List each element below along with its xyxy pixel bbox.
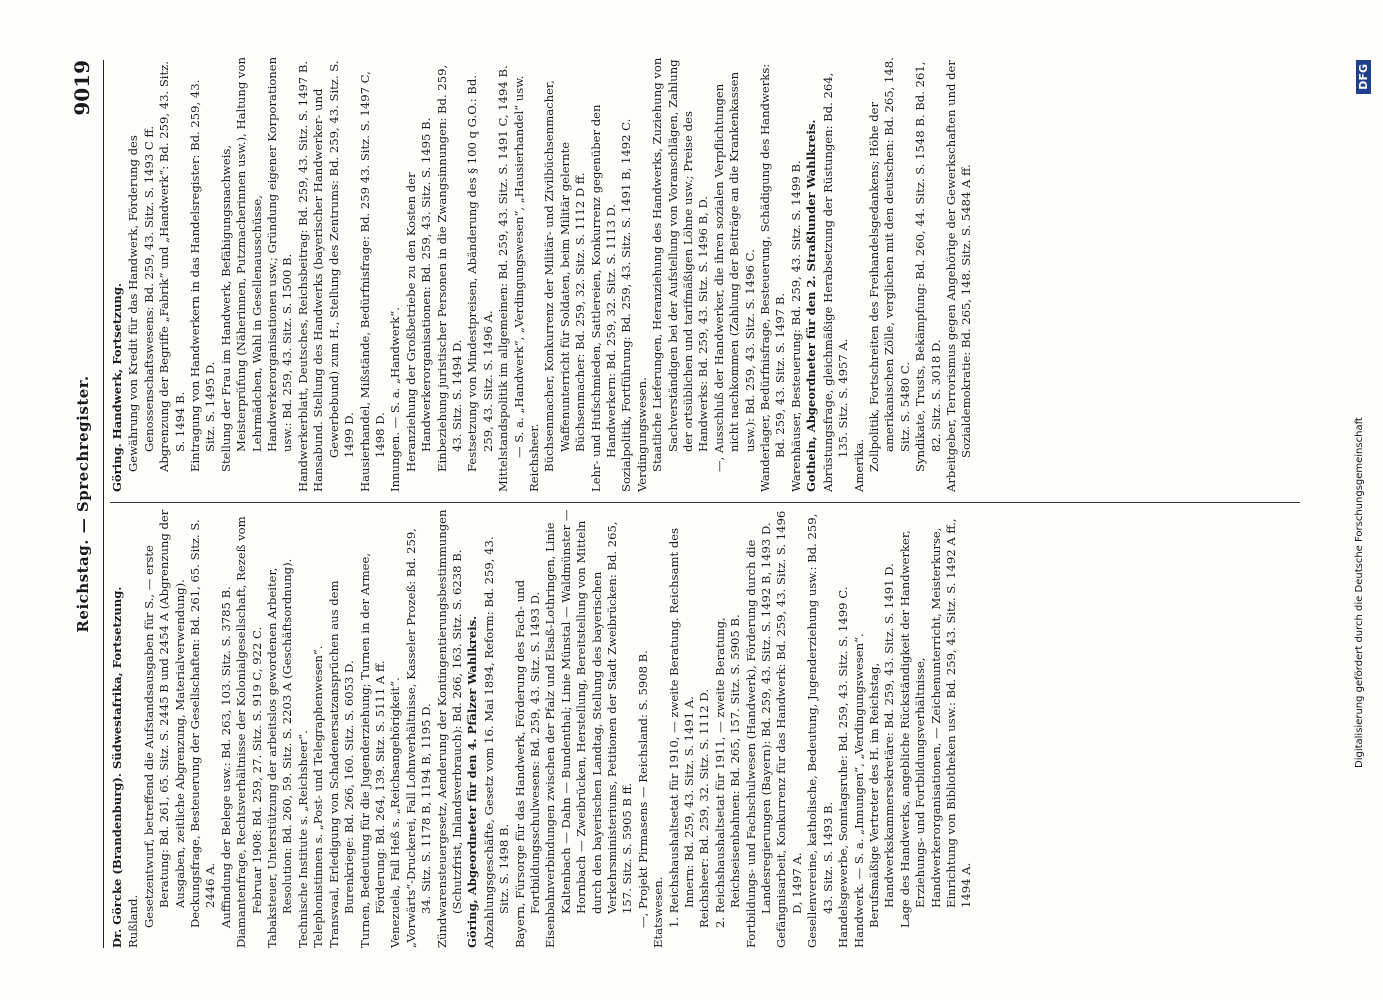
index-entry: Handwerk. — S. a. „Innungen“, „Verdingungswesen“. (851, 633, 866, 948)
index-entry: Berufsmäßige Vertreter des H. im Reichstag, Handwerkskammersekretäre: Bd. 259, 43. Sitz. S. 1491 D. (866, 563, 897, 928)
running-head: Reichstag. — Sprechregister. (74, 375, 92, 633)
index-entry: Rußland. (126, 894, 141, 948)
index-entry: Stellung der Frau im Handwerk, Befähigungsnachweis, Meisterprüfung (Näherinnen, Putzmacherinnen usw.), Haltung von Lehrmädchen, Wahl in Gesellenausschüsse, Handwerkerorganisationen usw.; Gründung eigener Korporationen usw.: Bd. 259, 43. Sitz. S. 1500 B. (218, 56, 295, 472)
index-entry: Gothein, Abgeordneter für den 2. Straßlunder Wahlkreis. (804, 119, 819, 492)
index-entry: —, Projekt Pirmasens — Reichsland: S. 5908 B. (635, 650, 650, 928)
index-entry: Göring. Handwerk, Fortsetzung. (110, 283, 124, 492)
index-entry: 2. Reichshaushaltsetat für 1911, — zweite Beratung, Reichseisenbahnen: Bd. 265, 157. Sitz. S. 5905 B. (712, 614, 743, 928)
index-entry: Tabaksteuer, Unterstützung der arbeitslos gewordenen Arbeiter, Resolution: Bd. 260, 59. Sitz. S. 2203 A (Geschäftsordnung). (265, 558, 295, 948)
index-entry: Auffindung der Belege usw.: Bd. 263, 103. Sitz. S. 3785 B. (218, 586, 233, 928)
page-number: 9019 (70, 60, 94, 116)
index-entry: Technische Institute s. „Reichsheer“. (295, 730, 310, 948)
index-entry: Lage des Handwerks, angebliche Rückständigkeit der Handwerker, Erziehungs- und Fortbildungsverhältnisse, Handwerkerorganisationen, — Zeichenunterricht, Meisterkurse, Einrichtung von Bibliotheken usw.: Bd. 259, 43. Sitz. S. 1492 A ff., 1494 A. (897, 518, 974, 928)
index-entry: Verdingungswesen. (634, 377, 649, 492)
index-entry: Fortbildungs- und Fachschulwesen (Handwerk), Förderung durch die Landesregierungen (Bayern): Bd. 259, 43. Sitz. S. 1492 B, 1493 D. (743, 522, 774, 948)
index-entry: Deckungsfrage, Besteuerung der Gesellschaften: Bd. 261, 65. Sitz. S. 2446 A. (188, 519, 218, 928)
index-entry: Telephonistinnen s. „Post- und Telegraphenwesen“. (311, 645, 326, 948)
header-rule (103, 60, 104, 948)
index-entry: Amerika. (851, 438, 866, 492)
index-entry: Gesetzentwurf, betreffend die Aufstandsausgaben für S., — erste Beratung: Bd. 261, 65. Sitz. S. 2445 B und 2454 A (Abgrenzung der Ausgaben, zeitliche Abgrenzung, Materialverwendung). (141, 509, 187, 928)
index-entry: Hausierhandel, Mißstände, Bedürfnisfrage: Bd. 259 43. Sitz. S. 1497 C, 1498 D. (357, 71, 387, 492)
index-entry: Handelsgewerbe, Sonntagsruhe: Bd. 259, 43. Sitz. S. 1499 C. (836, 586, 851, 948)
index-entry: Göring, Abgeordneter für den 4. Pfälzer Wahlkreis. (465, 615, 480, 948)
index-entry: Reichsheer: Bd. 259, 32. Sitz. S. 1112 D. (697, 689, 712, 928)
dfg-logo: DFG (1356, 60, 1371, 94)
right-column (110, 52, 975, 492)
index-entry: Warenhäuser, Besteuerung: Bd. 259, 43. Sitz. S. 1499 B. (788, 160, 803, 492)
index-entry: Reichsheer. (526, 423, 541, 492)
index-entry: Eisenbahnverbindungen zwischen der Pfalz und Elsaß-Lothringen, Linie Kaltenbach — Dahn — Bundenthal; Linie Münstal — Waldmünster — Hornbach — Zweibrücken, Herstellung, Bereitstellung von Mitteln durch den bayerischen Landtag, Stellung des bayerischen Verkehrsministeriums, Petitionen der Stadt Zweibrücken: Bd. 265, 157. Sitz. S. 5905 B ff. (543, 509, 635, 948)
index-entry: Gefängnisarbeit, Konkurrenz für das Handwerk: Bd. 259, 43. Sitz. S. 1496 D, 1497 A. (774, 510, 804, 948)
index-entry: Mittelstandspolitik im allgemeinen: Bd. 259, 43. Sitz. S. 1491 C, 1494 B. — S. a. „Handwerk“, „Verdingungswesen“, „Hausierhandel“ usw. (496, 65, 526, 492)
digitization-notice: Digitalisierung gefördert durch die Deutsche Forschungsgemeinschaft (1354, 417, 1365, 768)
index-entry: Lehr- und Hufschmieden, Sattlereien, Konkurrenz gegenüber den Handwerkern: Bd. 259, 32. Sitz. S. 1113 D. (588, 104, 618, 492)
index-entry: —, Ausschluß der Handwerker, die ihren sozialen Verpflichtungen nicht nachkommen (Zahlung der Beiträge an die Krankenkassen usw.): Bd. 259, 43. Sitz. S. 1496 C. (711, 71, 757, 472)
index-entry: Venezuela, Fall Heß s. „Reichsangehörigkeit“. (388, 677, 403, 948)
index-entry: Transvaal, Erledigung von Schadenersatzansprüchen aus dem Burenkriege: Bd. 266, 160. Sitz. S. 6053 D. (326, 580, 357, 948)
page-header (70, 60, 100, 948)
index-entry: Einbeziehung juristischer Personen in die Zwangsinnungen: Bd. 259, 43. Sitz. S. 1494 D. (434, 64, 464, 472)
column-divider (110, 502, 1300, 503)
index-entry: Abzahlungsgeschäfte, Gesetz vom 16. Mai 1894, Reform: Bd. 259, 43. Sitz. S. 1498 B. (481, 536, 512, 948)
index-entry: Dr. Görcke (Brandenburg). Südwestafrika, Fortsetzung. (110, 586, 124, 948)
index-entry: Heranziehung der Großbetriebe zu den Kosten der Handwerkerorganisationen: Bd. 259, 43. Sitz. S. 1495 B. (403, 117, 434, 472)
index-entry: Handwerkerblatt, Deutsches, Reichsbeitrag: Bd. 259, 43. Sitz. S. 1497 B. (295, 60, 310, 492)
index-entry: Büchsenmacher, Konkurrenz der Militär- und Zivilbüchsenmacher, Waffenunterricht für Soldaten, beim Militär gelernte Büchsenmacher: Bd. 259, 32. Sitz. S. 1112 D ff. (542, 80, 588, 472)
index-entry: Etatswesen. (651, 876, 666, 948)
index-entry: Innungen. — S. a. „Handwerk“. (388, 307, 403, 492)
index-entry: Hansabund. Stellung des Handwerks (bayerischer Handwerker- und Gewerbebund) zum H., Stellung des Zentrums: Bd. 259, 43. Sitz. S. 1499 D. (311, 60, 357, 492)
index-entry: Bayern, Fürsorge für das Handwerk, Förderung des Fach- und Fortbildungsschulwesens: Bd. 259, 43. Sitz. S. 1493 D. (512, 579, 542, 948)
index-entry: Zollpolitik, Fortschreiten des Freihandelsgedankens; Höhe der amerikanischen Zölle, verglichen mit den deutschen: Bd. 265, 148. Sitz. S. 5480 C. (866, 57, 912, 472)
index-entry: Syndikate, Trusts, Bekämpfung: Bd. 260, 44. Sitz. S. 1548 B. Bd. 261, 82. Sitz. S. 3018 D. (913, 61, 943, 472)
index-entry: Gesellenvereine, katholische, Bedeutung, Jugenderziehung usw.: Bd. 259, 43. Sitz. S. 1493 B. (805, 513, 835, 948)
page-footer (1345, 60, 1370, 948)
index-entry: Zündwarensteuergesetz, Aenderung der Kontingentierungsbestimmungen (Schutzfrist, Inlandsverbrauch): Bd. 266, 163. Sitz. S. 6238 B. (434, 509, 464, 948)
index-entry: Arbeitgeber, Terrorismus gegen Angehörige der Gewerkschaften und der Sozialdemokratie: Bd. 265, 148. Sitz. S. 5484 A ff. (943, 60, 974, 492)
index-entry: Gewährung von Kredit für das Handwerk, Förderung des Genossenschaftswesens: Bd. 259, 43. Sitz. S. 1493 C ff. (126, 125, 156, 472)
index-entry: Sozialpolitik, Fortführung: Bd. 259, 43. Sitz. S. 1491 B, 1492 C. (619, 118, 634, 492)
index-entry: Diamantenfrage, Rechtsverhältnisse der Kolonialgesellschaft, Rezeß vom Februar 1908: Bd. 259, 27. Sitz. S. 919 C, 922 C. (234, 516, 264, 948)
index-entry: Staatliche Lieferungen, Heranziehung des Handwerks, Zuziehung von Sachverständigen bei der Aufstellung von Voranschlägen, Zahlung der ortsüblichen und tarifmäßigen Löhne usw.; Preise des Handwerks: Bd. 259, 43. Sitz. S. 1496 B, D. (650, 57, 711, 472)
index-entry: Abgrenzung der Begriffe „Fabrik“ und „Handwerk“: Bd. 259, 43. Sitz. S. 1494 B. (157, 61, 187, 472)
left-column (110, 508, 975, 948)
index-entry: 1. Reichshaushaltsetat für 1910, — zweite Beratung. Reichsamt des Innern: Bd. 259, 43. Sitz. S. 1491 A. (666, 527, 697, 928)
index-entry: Abrüstungsfrage, gleichmäßige Herabsetzung der Rüstungen: Bd. 264, 135. Sitz. S. 4957 A. (820, 72, 851, 492)
index-entry: Wanderlager, Bedürfnisfrage, Besteuerung, Schädigung des Handwerks: Bd. 259, 43. Sitz. S. 1497 B. (758, 63, 788, 492)
index-entry: Festsetzung von Mindestpreisen, Abänderung des § 100 q G.O.: Bd. 259, 43. Sitz. S. 1496 A. (465, 75, 495, 472)
index-entry: „Vorwärts“-Druckerei, Fall Lohnverhältnisse, Kasseler Prozeß: Bd. 259, 34. Sitz. S. 1178 B, 1194 B, 1195 D. (403, 528, 434, 948)
index-entry: Turnen, Bedeutung für die Jugenderziehung; Turnen in der Armee, Förderung: Bd. 264, 139. Sitz. S. 5111 A ff. (357, 552, 387, 948)
index-entry: Eintragung von Handwerkern in das Handelsregister: Bd. 259, 43. Sitz. S. 1495 D. (188, 79, 218, 472)
